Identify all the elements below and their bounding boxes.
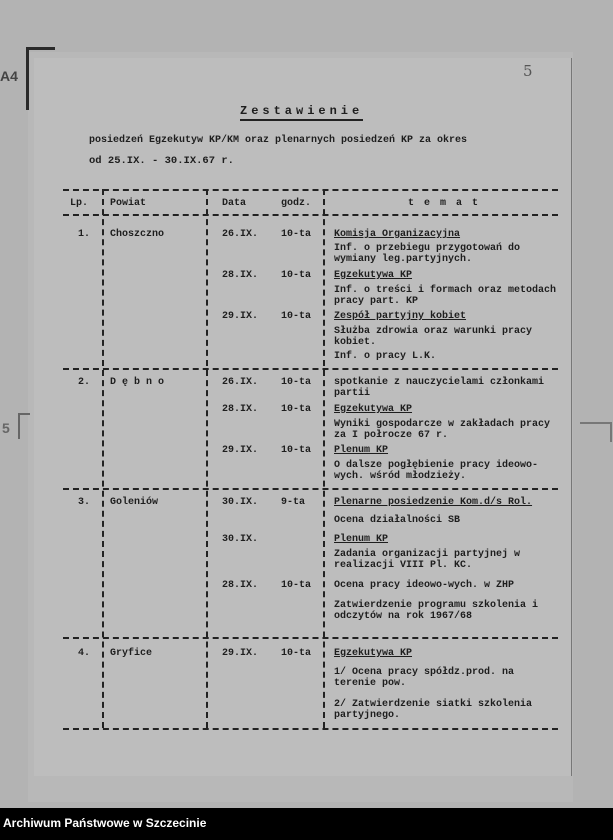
entry-detail: Ocena pracy ideowo-wych. w ZHP	[334, 580, 515, 591]
header-temat: t e m a t	[408, 198, 481, 209]
entry-detail: 1/ Ocena pracy spółdz.prod. na terenie pow.	[334, 667, 515, 689]
entry-detail: Inf. o treści i formach oraz metodach pracy part. KP	[334, 285, 557, 307]
archive-footer	[0, 808, 613, 840]
table-rule	[63, 214, 558, 216]
entry-date: 30.IX.	[222, 534, 259, 545]
column-divider	[206, 189, 208, 728]
entry-detail: 2/ Zatwierdzenie siatki szkolenia partyjnego.	[334, 699, 533, 721]
header-godz: godz.	[281, 198, 312, 209]
entry-heading: Zespół partyjny kobiet	[334, 311, 467, 322]
margin-marker-5: 5	[2, 420, 10, 436]
entry-date: 29.IX.	[222, 648, 259, 659]
entry-heading: Egzekutywa KP	[334, 404, 413, 415]
row-powiat: Goleniów	[110, 497, 159, 508]
entry-detail: Zadania organizacji partyjnej w realizacji VIII Pl. KC.	[334, 549, 521, 571]
row-powiat: D ę b n o	[110, 377, 165, 388]
entry-heading: Egzekutywa KP	[334, 648, 413, 659]
entry-date: 28.IX.	[222, 404, 259, 415]
document-period: od 25.IX. - 30.IX.67 r.	[89, 155, 234, 167]
entry-heading: Plenum KP	[334, 445, 389, 456]
entry-heading: Plenarne posiedzenie Kom.d/s Rol.	[334, 497, 533, 508]
table-rule	[63, 368, 558, 370]
document-title: Zestawienie	[240, 104, 363, 121]
entry-time: 9-ta	[281, 497, 306, 508]
column-divider	[323, 189, 325, 728]
row-lp: 1.	[78, 229, 91, 240]
entry-detail: Wyniki gospodarcze w zakładach pracy za I połrocze 67 r.	[334, 419, 551, 441]
entry-time: 10-ta	[281, 229, 312, 240]
handwritten-page-number: 5	[523, 62, 533, 80]
entry-heading: Komisja Organizacyjna	[334, 229, 461, 240]
crop-mark-mid-left	[18, 413, 30, 439]
document-subtitle: posiedzeń Egzekutyw KP/KM oraz plenarnych posiedzeń KP za okres	[89, 135, 468, 146]
header-data: Data	[222, 198, 247, 209]
crop-mark-mid-right	[580, 422, 612, 442]
entry-date: 30.IX.	[222, 497, 259, 508]
table-rule	[63, 189, 558, 191]
column-divider	[102, 189, 104, 728]
entry-heading: Plenum KP	[334, 534, 389, 545]
margin-marker-a4: A4	[0, 68, 18, 84]
entry-detail: spotkanie z nauczycielami członkami partii	[334, 377, 545, 399]
entry-time: 10-ta	[281, 580, 312, 591]
entry-time: 10-ta	[281, 404, 312, 415]
archive-name: Archiwum Państwowe w Szczecinie	[3, 816, 207, 830]
entry-detail: Zatwierdzenie programu szkolenia i odczytów na rok 1967/68	[334, 600, 539, 622]
entry-time: 10-ta	[281, 648, 312, 659]
table-rule	[63, 637, 558, 639]
entry-date: 26.IX.	[222, 229, 259, 240]
header-lp: Lp.	[70, 198, 89, 209]
entry-heading: Egzekutywa KP	[334, 270, 413, 281]
table-rule	[63, 728, 558, 730]
entry-date: 28.IX.	[222, 580, 259, 591]
entry-time: 10-ta	[281, 377, 312, 388]
table-rule	[63, 488, 558, 490]
entry-date: 29.IX.	[222, 445, 259, 456]
entry-date: 26.IX.	[222, 377, 259, 388]
row-lp: 3.	[78, 497, 91, 508]
entry-detail: O dalsze pogłębienie pracy ideowo-wych. wśród młodzieży.	[334, 460, 539, 482]
row-lp: 2.	[78, 377, 91, 388]
crop-mark-top-left	[26, 47, 55, 110]
header-powiat: Powiat	[110, 198, 147, 209]
entry-detail: Ocena działalności SB	[334, 515, 461, 526]
row-powiat: Gryfice	[110, 648, 153, 659]
entry-detail: Służba zdrowia oraz warunki pracy kobiet.	[334, 326, 533, 348]
row-lp: 4.	[78, 648, 91, 659]
entry-time: 10-ta	[281, 445, 312, 456]
entry-detail: Inf. o pracy L.K.	[334, 351, 437, 362]
entry-time: 10-ta	[281, 311, 312, 322]
entry-date: 29.IX.	[222, 311, 259, 322]
entry-detail: Inf. o przebiegu przygotowań do wymiany leg.partyjnych.	[334, 243, 521, 265]
row-powiat: Choszczno	[110, 229, 165, 240]
entry-time: 10-ta	[281, 270, 312, 281]
entry-date: 28.IX.	[222, 270, 259, 281]
